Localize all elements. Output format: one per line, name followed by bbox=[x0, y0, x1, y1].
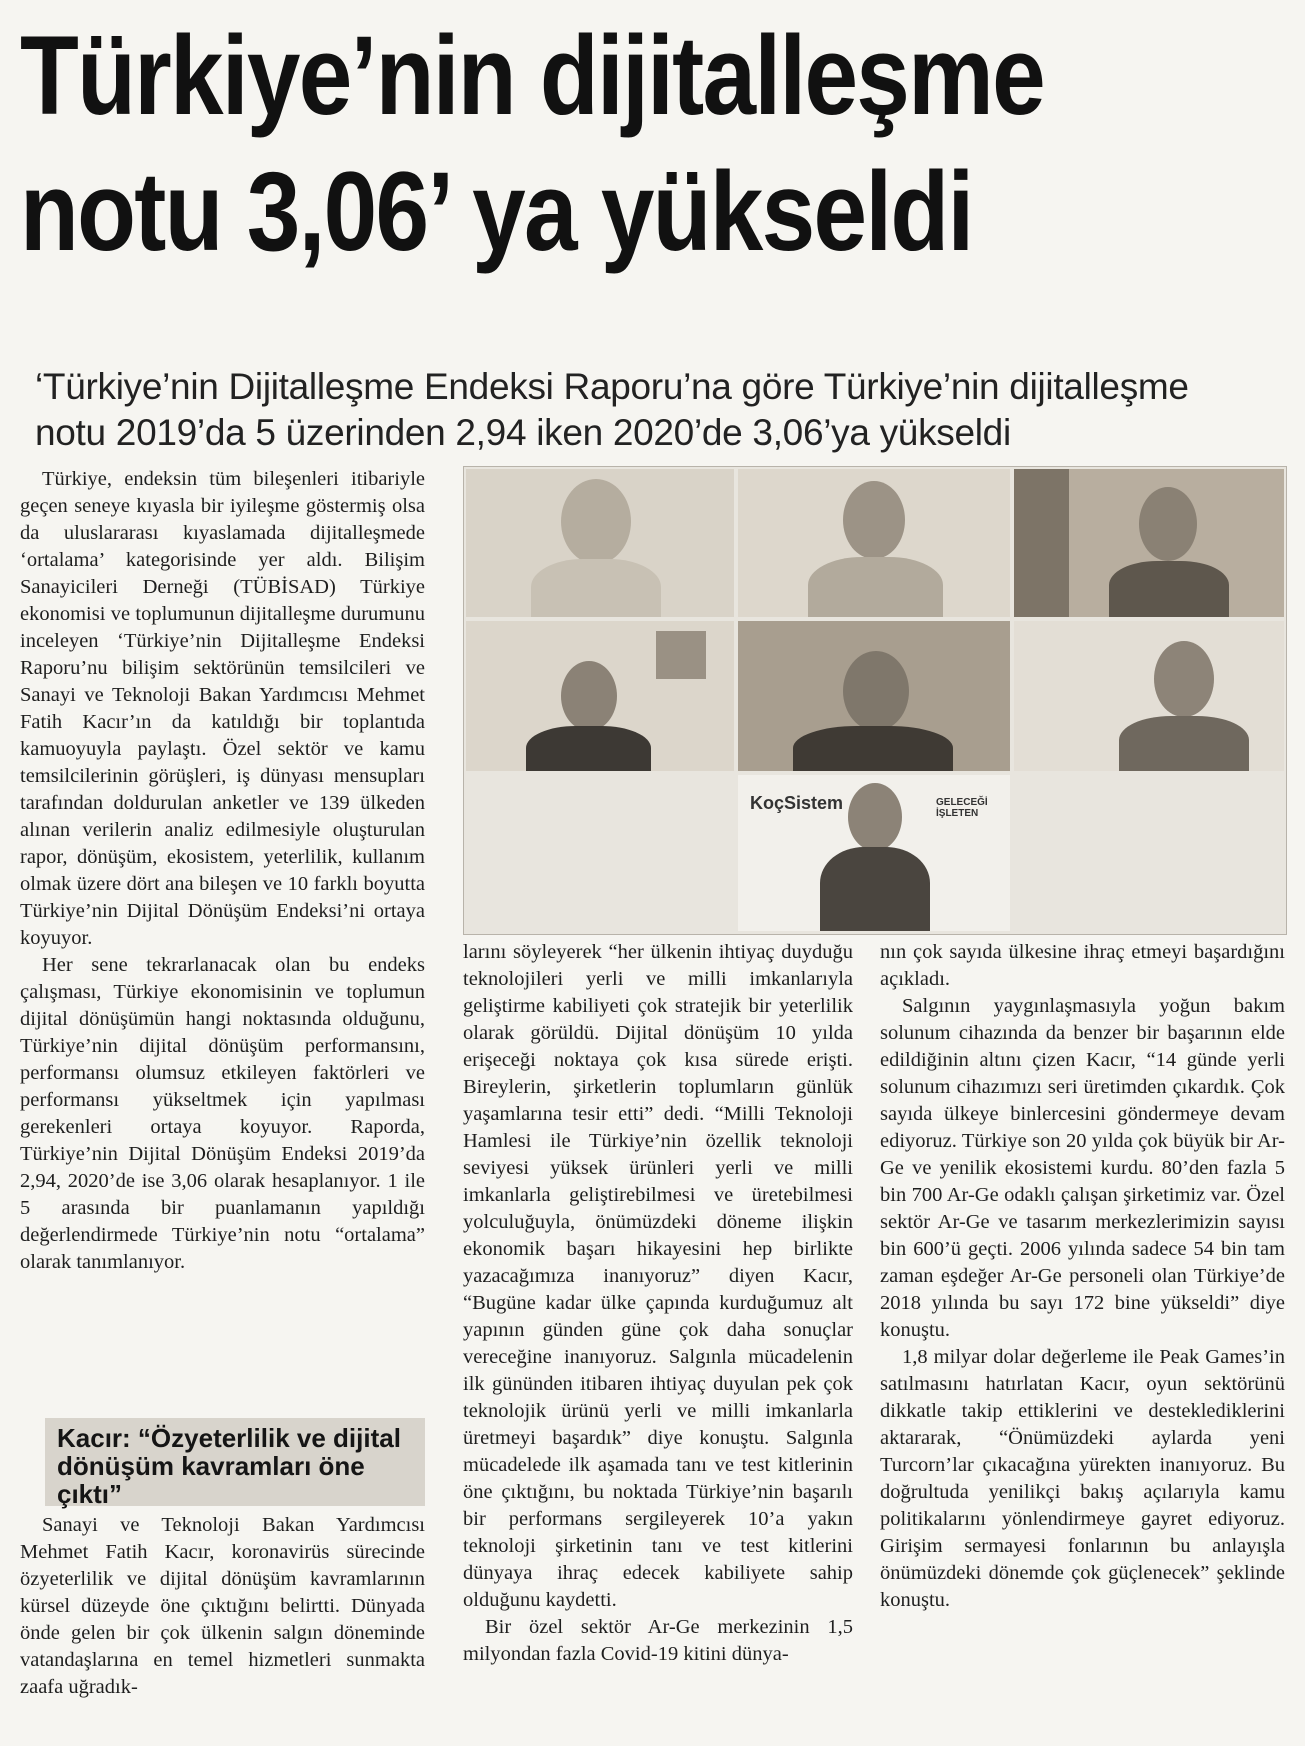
subheadline bbox=[35, 364, 1285, 456]
participant-head bbox=[848, 783, 902, 851]
participant-body bbox=[808, 557, 943, 617]
participant-head bbox=[843, 481, 905, 559]
participant-body bbox=[526, 726, 651, 771]
participant-body bbox=[1109, 561, 1229, 617]
participant-body bbox=[820, 847, 930, 931]
participant-tile bbox=[738, 469, 1010, 617]
participant-body bbox=[1119, 716, 1249, 771]
paragraph: Salgının yaygınlaşmasıyla yoğun bakım solunum cihazında da benzer bir başarının elde edildiğinin altını çizen Kacır, “14 günde yerli solunum cihazımızı seri üretimden çıkardık. Çok sayıda ülkeye binlercesini göndermeye devam ediyoruz. Türkiye son 20 yılda çok büyük bir Ar-Ge ve yenilik ekosistemi kurdu. 80’den fazla 5 bin 700 Ar-Ge odaklı çalışan şirketimiz var. Özel sektör Ar-Ge ve tasarım merkezlerimizin sayısı bin 600’ü geçti. 2006 yılında sadece 54 bin tam zaman eşdeğer Ar-Ge personeli olan Türkiye’de 2018 yılında bu sayı 172 bine yükseldi” diye konuştu. bbox=[880, 995, 1285, 1341]
article-column-1 bbox=[20, 466, 425, 1276]
article-column-3 bbox=[880, 939, 1285, 1614]
article-column-1-continued bbox=[20, 1512, 425, 1701]
video-conference-photo bbox=[463, 466, 1287, 935]
paragraph: Bir özel sektör Ar-Ge merkezinin 1,5 milyondan fazla Covid-19 kitini dünya- bbox=[463, 1616, 853, 1665]
paragraph: nın çok sayıda ülkesine ihraç etmeyi başardığını açıkladı. bbox=[880, 941, 1285, 990]
gelecegi-isleten-logo: GELECEĞİ İŞLETEN bbox=[936, 797, 988, 819]
participant-head bbox=[561, 661, 617, 731]
headline-line-1: Türkiye’nin dijitalleşme bbox=[20, 13, 1044, 138]
framed-portrait bbox=[656, 631, 706, 679]
paragraph: larını söyleyerek “her ülkenin ihtiyaç duyduğu teknolojileri yerli ve milli imkanlarıyla geliştirme kabiliyeti çok stratejik bir yeterlilik olarak görüldü. Dijital dönüşüm 10 yılda erişeceği noktaya çok kısa sürede erişti. Bireylerin, şirketlerin toplumların günlük yaşamlarına tesir etti” dedi. “Milli Teknoloji Hamlesi ile Türkiye’nin özellik teknoloji seviyesi yüksek ürünleri yerli ve milli imkanlarla geliştirebilmesi ve üretebilmesi yolculuğuyla, önümüzdeki döneme ilişkin ekonomik başarı hikayesini hep birlikte yazacağımıza inanıyoruz” diyen Kacır, “Bugüne kadar ülke çapında kurduğumuz alt yapının günden güne çok daha sonuçlar vereceğine inanıyoruz. Salgınla mücadelenin ilk gününden itibaren ihtiyaç duyulan pek çok teknolojik ürünü yerli ve milli imkanlarla üretmeyi başardık” diye konuştu. Salgınla mücadelede ilk aşamada tanı ve test kitlerinin öne çıktığını, bu noktada Türkiye’nin başarılı bir performans sergileyerek 10’a yakın teknoloji şirketinin tanı ve test kitlerini dünyaya ihraç edecek kabiliyete sahip olduğunu kaydetti. bbox=[463, 941, 853, 1611]
participant-head bbox=[1154, 641, 1214, 717]
subheadline-line-2: notu 2019’da 5 üzerinden 2,94 iken 2020’de 3,06’ya yükseldi bbox=[35, 412, 1011, 453]
section-subheading: Kacır: “Özyeterlilik ve dijital dönüşüm kavramları öne çıktı” bbox=[45, 1418, 425, 1506]
participant-tile bbox=[466, 621, 734, 771]
headline bbox=[20, 8, 1108, 280]
participant-body bbox=[793, 726, 953, 771]
participant-tile bbox=[1014, 621, 1284, 771]
participant-head bbox=[1139, 487, 1197, 561]
participant-head bbox=[843, 651, 909, 731]
participant-tile bbox=[466, 469, 734, 617]
participant-tile bbox=[738, 621, 1010, 771]
participant-body bbox=[531, 559, 661, 617]
paragraph: 1,8 milyar dolar değerleme ile Peak Games’in satılmasını hatırlatan Kacır, oyun sektörünü dikkatle takip ettiklerini ve desteklediklerini aktararak, “Önümüzdeki aylarda yeni Turcorn’lar çıkacağına yürekten inanıyoruz. Bu doğrultuda yenilikçi bakış açılarıyla kamu politikalarını yönlendirmeye gayret ediyoruz. Girişim sermayesi fonlarının bu anlayışla önümüzdeki dönemde çok güçlenecek” şeklinde konuştu. bbox=[880, 1346, 1285, 1611]
participant-tile bbox=[1014, 469, 1284, 617]
paragraph: Her sene tekrarlanacak olan bu endeks çalışması, Türkiye ekonomisinin ve toplumun dijital dönüşümün hangi noktasında olduğunu, Türkiye’nin dijital dönüşüm performansını, performansı olumsuz etkileyen faktörleri ve performansı yükseltmek için yapılması gerekenleri ortaya koyuyor. Raporda, Türkiye’nin Dijital Dönüşüm Endeksi 2019’da 2,94, 2020’de ise 3,06 olarak hesaplanıyor. 1 ile 5 arasında bir puanlamanın yapıldığı değerlendirmede Türkiye’nin notu “ortalama” olarak tanımlanıyor. bbox=[20, 954, 425, 1273]
bookshelf bbox=[1014, 469, 1069, 617]
headline-line-2: notu 3,06’ ya yükseldi bbox=[20, 149, 973, 274]
participant-head bbox=[561, 479, 631, 564]
subheadline-line-1: ‘Türkiye’nin Dijitalleşme Endeksi Raporu’na göre Türkiye’nin dijitalleşme bbox=[35, 366, 1189, 407]
paragraph: Türkiye, endeksin tüm bileşenleri itibariyle geçen seneye kıyasla bir iyileşme göstermiş olsa da uluslararası kıyaslamada dijitalleşmede ‘ortalama’ kategorisinde yer aldı. Bilişim Sanayicileri Derneği (TÜBİSAD) Türkiye ekonomisi ve toplumunun dijitalleşme durumunu inceleyen ‘Türkiye’nin Dijitalleşme Endeksi Raporu’nu bilişim sektörünün temsilcileri ve Sanayi ve Teknoloji Bakan Yardımcısı Mehmet Fatih Kacır’ın da katıldığı bir toplantıda kamuoyuyla paylaştı. Özel sektör ve kamu temsilcilerinin görüşleri, iş dünyası mensupları tarafından doldurulan anketler ve 139 ülkeden alınan verilerin analiz edilmesiyle oluşturulan rapor, dönüşüm, ekosistem, yeterlilik, kullanım olmak üzere dört ana bileşen ve 10 farklı boyutta Türkiye’nin Dijital Dönüşüm Endeksi’ni ortaya koyuyor. bbox=[20, 468, 425, 949]
koc-sistem-logo: KoçSistem bbox=[750, 793, 844, 813]
article-column-2 bbox=[463, 939, 853, 1668]
paragraph: Sanayi ve Teknoloji Bakan Yardımcısı Mehmet Fatih Kacır, koronavirüs sürecinde özyeterlilik ve dijital dönüşüm kavramlarının kürsel düzeyde öne çıktığını belirtti. Dünyada önde gelen bir çok ülkenin salgın döneminde vatandaşlarına en temel hizmetleri sunmakta zaafa uğradık- bbox=[20, 1514, 425, 1698]
participant-tile bbox=[738, 775, 1010, 931]
